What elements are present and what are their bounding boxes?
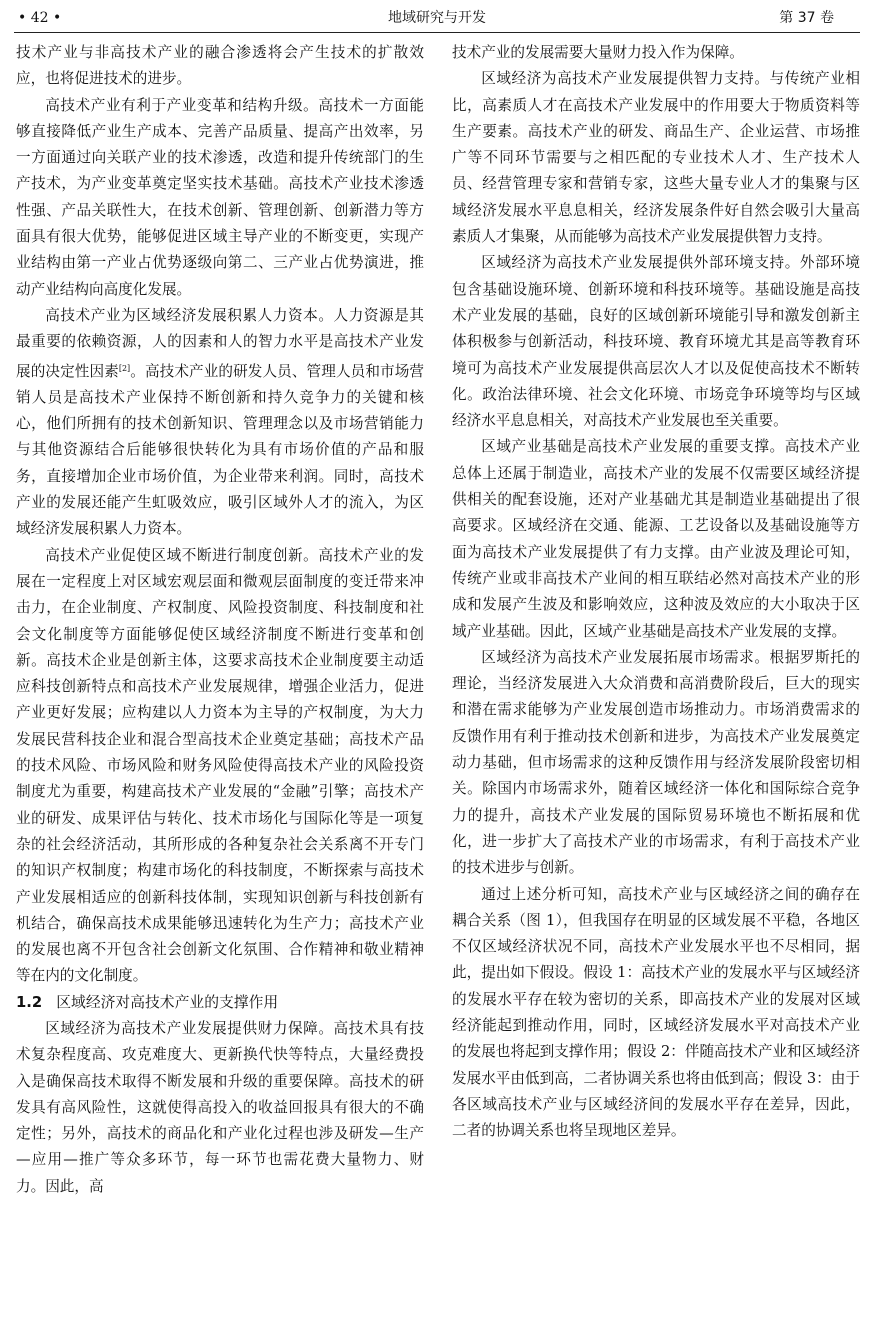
section-number: 1.2 — [16, 993, 43, 1011]
paragraph-text: 高技术产业为区域经济发展积累人力资本。人力资源是其最重要的依赖资源，人的因素和人的智力水平是高技术产业发展的决定性因素 — [16, 306, 424, 380]
paragraph-hypotheses: 通过上述分析可知，高技术产业与区域经济之间的确存在耦合关系（图 1），但我国存在明显的区域发展不平稳，各地区不仅区域经济状况不同，高技术产业发展水平也不尽相同，据此，提出如下假设。假设 1：高技术产业的发展水平与区域经济的发展水平存在较为密切的关系，即高技术产业的发展对区域经济能起到推动作用，同时，区域经济发展水平对高技术产业的发展也将起到支撑作用；假设 2：伴随高技术产业和区域经济发展水平由低到高，二者协调关系也将由低到高；假设 3：由于各区域高技术产业与区域经济间的发展水平存在差异，因此，二者的协调关系也将呈现地区差异。 — [452, 885, 860, 1140]
citation-marker: [2] — [118, 363, 131, 373]
journal-name: 地域研究与开发 — [388, 10, 486, 26]
paragraph-intellectual-support: 区域经济为高技术产业发展提供智力支持。与传统产业相比，高素质人才在高技术产业发展中的作用要大于物质资料等生产要素。高技术产业的研发、商品生产、企业运营、市场推广等不同环节需要与之相匹配的专业技术人才、生产技术人员、经营管理专家和营销专家，这些大量专业人才的集聚与区域经济发展水平息息相关，经济发展条件好自然会吸引大量高素质人才集聚，从而能够为高技术产业发展提供智力支持。 — [452, 70, 860, 246]
running-header — [14, 4, 860, 33]
paragraph-continuation: 技术产业与非高技术产业的融合渗透将会产生技术的扩散效应，也将促进技术的进步。 — [16, 44, 424, 88]
paragraph-financial-support: 区域经济为高技术产业发展提供财力保障。高技术具有技术复杂程度高、攻克难度大、更新换代快等特点，大量经费投入是确保高技术取得不断发展和升级的重要保障。高技术的研发具有高风险性，这就使得高投入的收益回报具有很大的不确定性；另外，高技术的商品化和产业化过程也涉及研发—生产—应用—推广等众多环节，每一环节也需花费大量物力、财力。因此，高 — [16, 1019, 424, 1195]
paragraph-environment-support: 区域经济为高技术产业发展提供外部环境支持。外部环境包含基础设施环境、创新环境和科技环境等。基础设施是高技术产业发展的基础，良好的区域创新环境能引导和激发创新主体积极参与创新活动，科技环境、教育环境尤其是高等教育环境可为高技术产业发展提供高层次人才以及促使高技术不断转化。政治法律环境、社会文化环境、市场竞争环境等均与区域经济水平息息相关，对高技术产业发展也至关重要。 — [452, 254, 860, 430]
paragraph-market-demand: 区域经济为高技术产业发展拓展市场需求。根据罗斯托的理论，当经济发展进入大众消费和高消费阶段后，巨大的现实和潜在需求能够为产业发展创造市场推动力。市场消费需求的反馈作用有利于推动技术创新和进步，为高技术产业发展奠定动力基础，但市场需求的这种反馈作用与经济发展阶段密切相关。除国内市场需求外，随着区域经济一体化和国际综合竞争力的提升，高技术产业发展的国际贸易环境也不断拓展和优化，进一步扩大了高技术产业的市场需求，有利于高技术产业的技术进步与创新。 — [452, 648, 860, 877]
paragraph-text: 。高技术产业的研发人员、管理人员和市场营销人员是高技术产业保持不断创新和持久竞争力的关键和核心，他们所拥有的技术创新知识、管理理念以及市场营销能力与其他资源结合后能够很快转化为具有市场价值的产品和服务，直接增加企业市场价值，为企业带来利润。同时，高技术产业的发展还能产生虹吸效应，吸引区域外人才的流入，为区域经济发展积累人力资本。 — [16, 362, 424, 538]
paragraph-continuation: 技术产业的发展需要大量财力投入作为保障。 — [452, 44, 744, 61]
paragraph-institutional-innovation: 高技术产业促使区域不断进行制度创新。高技术产业的发展在一定程度上对区域宏观层面和微观层面制度的变迁带来冲击力，在企业制度、产权制度、风险投资制度、科技制度和社会文化制度等方面能够促使区域经济制度不断进行变革和创新。高技术企业是创新主体，这要求高技术企业制度要主动适应科技创新特点和高技术产业发展规律，增强企业活力，促进产业更好发展；应构建以人力资本为主导的产权制度，为大力发展民营科技企业和混合型高技术企业奠定基础；高技术产品的技术风险、市场风险和财务风险使得高技术产业的风险投资制度尤为重要，构建高技术产业发展的“金融”引擎；高技术产业的研发、成果评估与转化、技术市场化与国际化等是一项复杂的社会经济活动，其所形成的各种复杂社会关系离不开专门的知识产权制度；构建市场化的科技制度，不断探索与高技术产业发展相适应的创新科技体制，实现知识创新与科技创新有机结合，确保高技术成果能够迅速转化为生产力；高技术产业的发展也离不开包含社会创新文化氛围、合作精神和敬业精神等在内的文化制度。 — [16, 546, 424, 985]
volume-label: 第 37 卷 — [779, 10, 834, 26]
paragraph-human-capital — [16, 303, 424, 543]
left-column — [16, 40, 424, 1200]
section-title: 区域经济对高技术产业的支撑作用 — [56, 993, 279, 1011]
paragraph-industrial-base: 区域产业基础是高技术产业发展的重要支撑。高技术产业总体上还属于制造业，高技术产业的发展不仅需要区域经济提供相关的配套设施，还对产业基础尤其是制造业基础提出了很高要求。区域经济在交通、能源、工艺设备以及基础设施等方面为高技术产业发展提供了有力支撑。由产业波及理论可知，传统产业或非高技术产业间的相互联结必然对高技术产业的形成和发展产生波及和影响效应，这种波及效应的大小取决于区域产业基础。因此，区域产业基础是高技术产业发展的支撑。 — [452, 438, 860, 640]
section-heading — [16, 990, 424, 1016]
page-number: • 42 • — [18, 10, 62, 26]
paragraph-industrial-upgrading: 高技术产业有利于产业变革和结构升级。高技术一方面能够直接降低产业生产成本、完善产品质量、提高产出效率，另一方面通过向关联产业的技术渗透，改造和提升传统部门的生产技术，为产业变革奠定坚实技术基础。高技术产业技术渗透性强、产品关联性大，在技术创新、管理创新、创新潜力等方面具有很大优势，能够促进区域主导产业的不断变更，实现产业结构由第一产业占优势逐级向第二、三产业占优势演进，推动产业结构向高度化发展。 — [16, 96, 424, 298]
right-column — [452, 40, 860, 1144]
